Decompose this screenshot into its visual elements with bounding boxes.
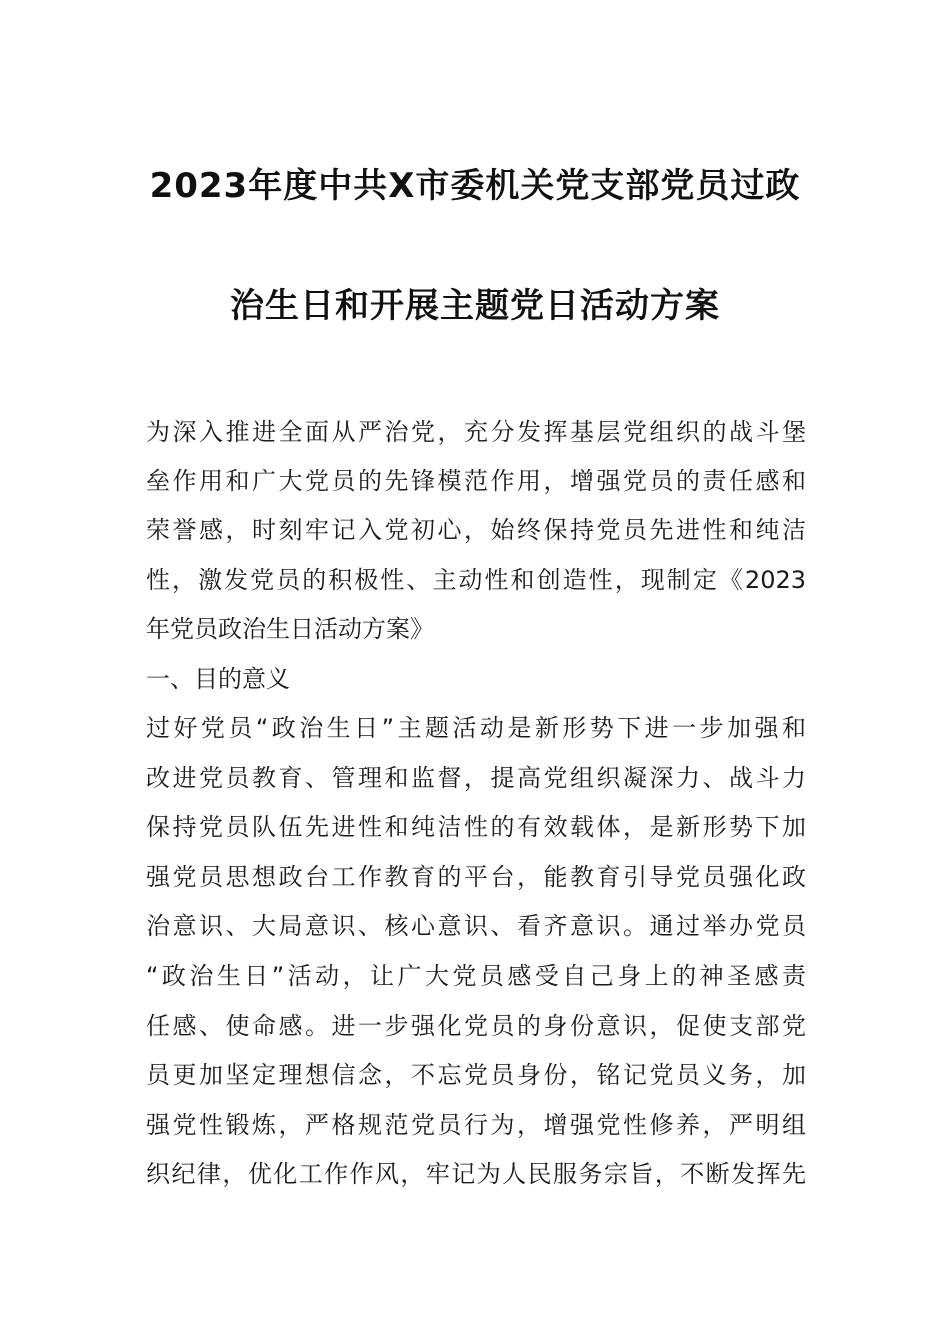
paragraph-line: 强党员思想政台工作教育的平台，能教育引导党员强化政 bbox=[146, 863, 806, 891]
document-title-line-2: 治生日和开展主题党日活动方案 bbox=[230, 286, 720, 326]
paragraph-line: 为深入推进全面从严治党，充分发挥基层党组织的战斗堡 bbox=[146, 418, 806, 446]
section-heading: 一、目的意义 bbox=[146, 665, 290, 693]
paragraph-line: 性，激发党员的积极性、主动性和创造性，现制定《2023 bbox=[146, 566, 806, 594]
paragraph-line: 荣誉感，时刻牢记入党初心，始终保持党员先进性和纯洁 bbox=[146, 516, 806, 544]
paragraph-line: 织纪律，优化工作作风，牢记为人民服务宗旨，不断发挥先 bbox=[146, 1160, 806, 1188]
paragraph-line: 过好党员“政治生日”主题活动是新形势下进一步加强和 bbox=[146, 714, 806, 742]
paragraph-line: 强党性锻炼，严格规范党员行为，增强党性修养，严明组 bbox=[146, 1111, 806, 1139]
paragraph-line: 员更加坚定理想信念，不忘党员身份，铭记党员义务，加 bbox=[146, 1061, 806, 1089]
paragraph-line: 保持党员队伍先进性和纯洁性的有效载体，是新形势下加 bbox=[146, 813, 806, 841]
paragraph-line: 任感、使命感。进一步强化党员的身份意识，促使支部党 bbox=[146, 1012, 806, 1040]
document-title-line-1: 2023年度中共X市委机关党支部党员过政 bbox=[149, 166, 801, 206]
paragraph-line: 垒作用和广大党员的先锋模范作用，增强党员的责任感和 bbox=[146, 467, 806, 495]
paragraph-line: 改进党员教育、管理和监督，提高党组织凝深力、战斗力 bbox=[146, 764, 806, 792]
paragraph-line: 治意识、大局意识、核心意识、看齐意识。通过举办党员 bbox=[146, 912, 806, 940]
paragraph-line: 年党员政治生日活动方案》 bbox=[146, 615, 434, 643]
paragraph-line: “政治生日”活动，让广大党员感受自己身上的神圣感责 bbox=[146, 962, 806, 990]
